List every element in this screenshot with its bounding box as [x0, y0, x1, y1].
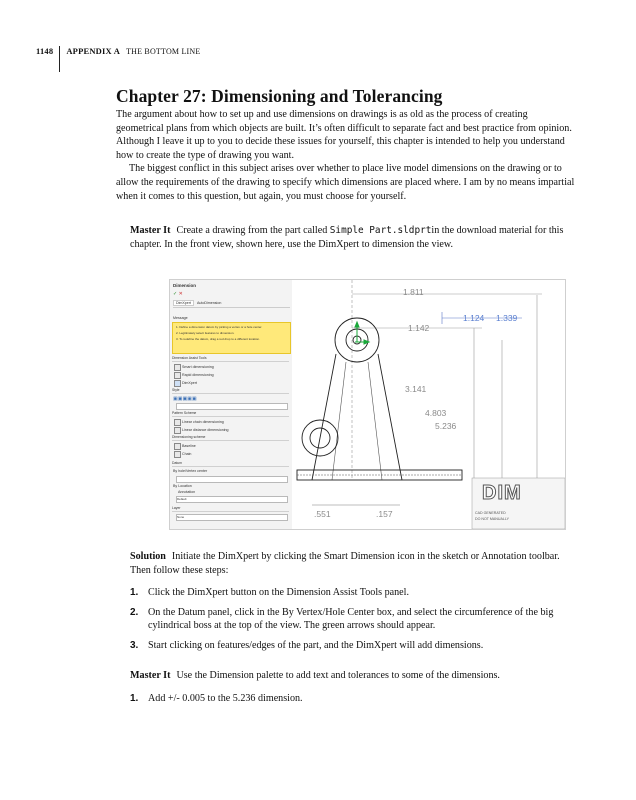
chapter-title: Chapter 27: Dimensioning and Tolerancing	[116, 86, 443, 106]
message-line: 1. Define a dimension datum by picking a vertex or a hole center.	[176, 325, 263, 329]
ok-icon[interactable]: ✓ ✕	[173, 291, 183, 297]
master-it-label: Master It	[130, 225, 171, 236]
step-number: 1.	[130, 692, 139, 704]
solution-text: Initiate the DimXpert by clicking the Smart Dimension icon in the sketch or Annotation toolbar. Then follow these steps:	[130, 551, 560, 576]
linear-distance-icon[interactable]	[174, 427, 181, 434]
list-item	[130, 639, 570, 653]
section-style[interactable]: Style	[172, 388, 289, 394]
tab-dimxpert[interactable]: DimXpert	[173, 300, 194, 306]
option-label: DimXpert	[182, 381, 197, 385]
master-it-steps	[130, 692, 570, 706]
annotation-value: Default	[177, 497, 187, 501]
master-it-1	[130, 224, 570, 251]
paragraph: The biggest conflict in this subject arises over whether to place live model dimensions on the drawing or to allow the requirements of the drawing to specify which dimensions are placed where. I am by no means impartial when it comes to this question, but again, you must choose for yourself.	[116, 163, 575, 202]
intro-text	[116, 108, 576, 203]
step-text: Start clicking on features/edges of the part, and the DimXpert will add dimensions.	[148, 639, 484, 651]
header-divider	[59, 46, 60, 72]
filename: Simple Part.sldprt	[329, 225, 432, 236]
chain-icon[interactable]	[174, 451, 181, 458]
list-item	[130, 606, 570, 633]
solution-label: Solution	[130, 551, 166, 562]
tab-autodimension[interactable]: AutoDimension	[196, 301, 222, 305]
baseline-icon[interactable]	[174, 443, 181, 450]
option-label: Baseline	[182, 444, 196, 448]
radio-by-location[interactable]: By Location	[173, 484, 192, 488]
step-number: 3.	[130, 639, 139, 651]
header-section: THE BOTTOM LINE	[126, 46, 201, 56]
option-label: Smart dimensioning	[182, 365, 214, 369]
paragraph: The argument about how to set up and use dimensions on drawings is as old as the process of creating geometrical plans from which objects are built. It’s often difficult to separate fact and best practice from opinion. Although I leave it up to you to decide these issues for yourself, this chapter is intended to help you understand how to create the type of drawing you want.	[116, 109, 572, 161]
master-it-label: Master It	[130, 670, 171, 681]
style-icons[interactable]: ▣▣▣▣▣	[173, 396, 197, 402]
solution-steps	[130, 586, 570, 652]
section-dimensioning-scheme[interactable]: Dimensioning scheme	[172, 435, 289, 441]
option-label: Linear chain dimensioning	[182, 420, 224, 424]
dim-5236[interactable]: 5.236	[435, 421, 457, 431]
dim-3141[interactable]: 3.141	[405, 384, 427, 394]
datum-field[interactable]	[176, 476, 288, 483]
section-datum[interactable]: Datum	[172, 461, 289, 467]
solution	[130, 550, 570, 659]
layer-dropdown[interactable]	[176, 514, 288, 521]
list-item	[130, 586, 570, 600]
solidworks-screenshot	[169, 279, 566, 530]
master-it-text: Create a drawing from the part called	[176, 225, 328, 236]
titleblock-line: CAD GENERATED	[475, 511, 506, 515]
section-dimension-assist[interactable]: Dimension Assist Tools	[172, 356, 289, 362]
layer-value: None	[177, 515, 185, 519]
dim-4803[interactable]: 4.803	[425, 408, 447, 418]
radio-hole-center[interactable]: By hole/Vertex center	[173, 469, 208, 473]
option-label: Linear distance dimensioning	[182, 428, 229, 432]
annotation-label: Annotation	[178, 490, 196, 494]
message-line: 3. To redefine the datum, drag a red drop to a different location.	[176, 337, 260, 341]
drawing-view[interactable]	[292, 280, 565, 529]
message-line: 2. Legitimately select features to dimension.	[176, 331, 235, 335]
message-label: Message	[173, 316, 188, 320]
master-it-text: Use the Dimension palette to add text and tolerances to some of the dimensions.	[176, 670, 500, 681]
running-header	[36, 38, 200, 64]
dimxpert-button[interactable]	[174, 380, 181, 387]
dim-1142[interactable]: 1.142	[408, 323, 430, 333]
panel-title: Dimension	[173, 283, 197, 288]
rapid-dim-icon[interactable]	[174, 372, 181, 379]
dim-1124[interactable]: 1.124	[463, 313, 485, 323]
property-manager-panel	[170, 280, 293, 529]
dim-1811[interactable]: 1.811	[403, 287, 424, 297]
tabs	[173, 301, 290, 308]
step-number: 2.	[130, 606, 139, 618]
dim-551[interactable]: .551	[314, 509, 331, 519]
titleblock-line: DO NOT MANUALLY	[475, 517, 510, 521]
style-dropdown[interactable]	[176, 403, 288, 410]
header-appendix: APPENDIX A	[66, 46, 121, 56]
option-label: Chain	[182, 452, 192, 456]
section-layer[interactable]: Layer	[172, 506, 289, 512]
message-box	[172, 322, 291, 354]
dim-157[interactable]: .157	[376, 509, 393, 519]
annotation-field[interactable]	[176, 496, 288, 503]
dim-1339[interactable]: 1.339	[496, 313, 518, 323]
part-drawing	[292, 280, 565, 529]
step-text: Click the DimXpert button on the Dimension Assist Tools panel.	[148, 587, 409, 599]
option-label: Rapid dimensioning	[182, 373, 214, 377]
step-text: On the Datum panel, click in the By Vertex/Hole Center box, and select the circumference of the big cylindrical boss at the top of the view. The green arrows should appear.	[148, 606, 554, 632]
step-number: 1.	[130, 587, 139, 599]
list-item	[130, 692, 570, 706]
step-text: Add +/- 0.005 to the 5.236 dimension.	[148, 692, 303, 704]
smart-dim-icon[interactable]	[174, 364, 181, 371]
master-it-text-2: in the download material for this chapter. In the front view, shown here, use the DimXpert to dimension the view.	[130, 225, 564, 250]
master-it-2	[130, 669, 570, 711]
linear-chain-icon[interactable]	[174, 419, 181, 426]
dim-logo-stamp: DIM	[482, 482, 522, 504]
section-pattern-scheme[interactable]: Pattern Scheme	[172, 411, 289, 417]
page-number: 1148	[36, 46, 54, 56]
